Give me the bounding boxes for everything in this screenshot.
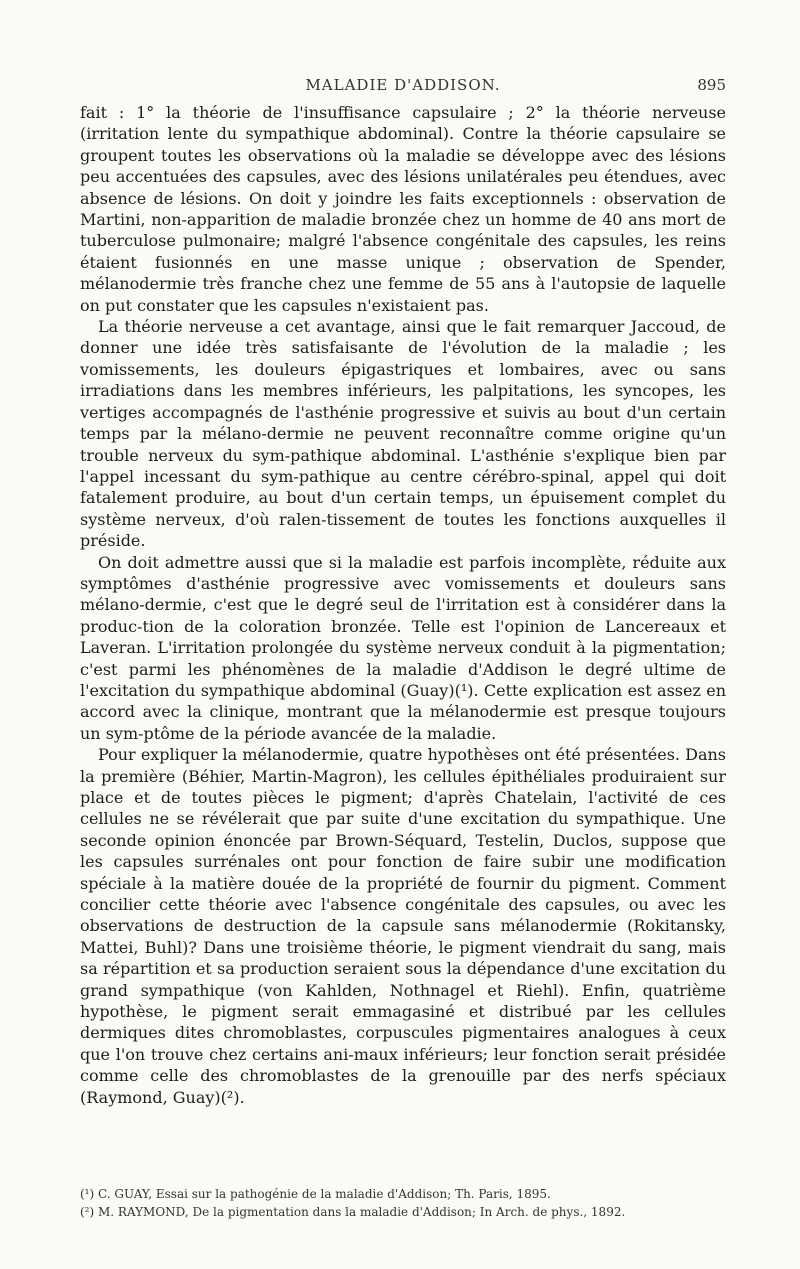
footnote-2: (²) M. RAYMOND, De la pigmentation dans la maladie d'Addison; In Arch. de phys., 1892. bbox=[80, 1205, 626, 1219]
page-header bbox=[80, 76, 726, 100]
running-head: MALADIE D'ADDISON. bbox=[305, 76, 501, 94]
paragraph-4: Pour expliquer la mélanodermie, quatre hypothèses ont été présentées. Dans la première (Béhier, Martin-Magron), les cellules épithéliales produiraient sur place et de toutes pièces le pigment; d'après Chatelain, l'activité de ces cellules ne se révélerait que par suite d'une excitation du sympathique. Une seconde opinion énoncée par Brown-Séquard, Testelin, Duclos, suppose que les capsules surrénales ont pour fonction de faire subir une modification spéciale à la matière douée de la propriété de fournir du pigment. Comment concilier cette théorie avec l'absence congénitale des capsules, ou avec les observations de destruction de la capsule sans mélanodermie (Rokitansky, Mattei, Buhl)? Dans une troisième théorie, le pigment viendrait du sang, mais sa répartition et sa production seraient sous la dépendance d'une excitation du grand sympathique (von Kahlden, Nothnagel et Riehl). Enfin, quatrième hypothèse, le pigment serait emmagasiné et distribué par les cellules dermiques dites chromoblastes, corpuscules pigmentaires analogues à ceux que l'on trouve chez certains ani-maux inférieurs; leur fonction serait présidée comme celle des chromoblastes de la grenouille par des nerfs spéciaux (Raymond, Guay)(²). bbox=[80, 745, 726, 1107]
paragraph-1: fait : 1° la théorie de l'insuffisance capsulaire ; 2° la théorie nerveuse (irritation lente du sympathique abdominal). Contre la théorie capsulaire se groupent toutes les observations où la maladie se développe avec des lésions peu accentuées des capsules, avec des lésions unilatérales peu étendues, avec absence de lésions. On doit y joindre les faits exceptionnels : observation de Martini, non-apparition de maladie bronzée chez un homme de 40 ans mort de tuberculose pulmonaire; malgré l'absence congénitale des capsules, les reins étaient fusionnés en une masse unique ; observation de Spender, mélanodermie très franche chez une femme de 55 ans à l'autopsie de laquelle on put constater que les capsules n'existaient pas. bbox=[80, 103, 726, 315]
body-text bbox=[80, 102, 726, 1108]
page-number: 895 bbox=[697, 76, 726, 94]
paragraph-3: On doit admettre aussi que si la maladie est parfois incomplète, réduite aux symptômes d'asthénie progressive avec vomissements et douleurs sans mélano-dermie, c'est que le degré seul de l'irritation est à considérer dans la produc-tion de la coloration bronzée. Telle est l'opinion de Lancereaux et Laveran. L'irritation prolongée du système nerveux conduit à la pigmentation; c'est parmi les phénomènes de la maladie d'Addison le degré ultime de l'excitation du sympathique abdominal (Guay)(¹). Cette explication est assez en accord avec la clinique, montrant que la mélanodermie est presque toujours un sym-ptôme de la période avancée de la maladie. bbox=[80, 552, 726, 743]
footnote-1: (¹) C. GUAY, Essai sur la pathogénie de la maladie d'Addison; Th. Paris, 1895. bbox=[80, 1187, 551, 1201]
footnotes bbox=[80, 1185, 740, 1221]
paragraph-2: La théorie nerveuse a cet avantage, ainsi que le fait remarquer Jaccoud, de donner une idée très satisfaisante de l'évolution de la maladie ; les vomissements, les douleurs épigastriques et lombaires, avec ou sans irradiations dans les membres inférieurs, les palpitations, les syncopes, les vertiges accompagnés de l'asthénie progressive et suivis au bout d'un certain temps par la mélano-dermie ne peuvent reconnaître comme origine qu'un trouble nerveux du sym-pathique abdominal. L'asthénie s'explique bien par l'appel incessant du sym-pathique au centre cérébro-spinal, appel qui doit fatalement produire, au bout d'un certain temps, un épuisement complet du système nerveux, d'où ralen-tissement de toutes les fonctions auxquelles il préside. bbox=[80, 317, 726, 551]
